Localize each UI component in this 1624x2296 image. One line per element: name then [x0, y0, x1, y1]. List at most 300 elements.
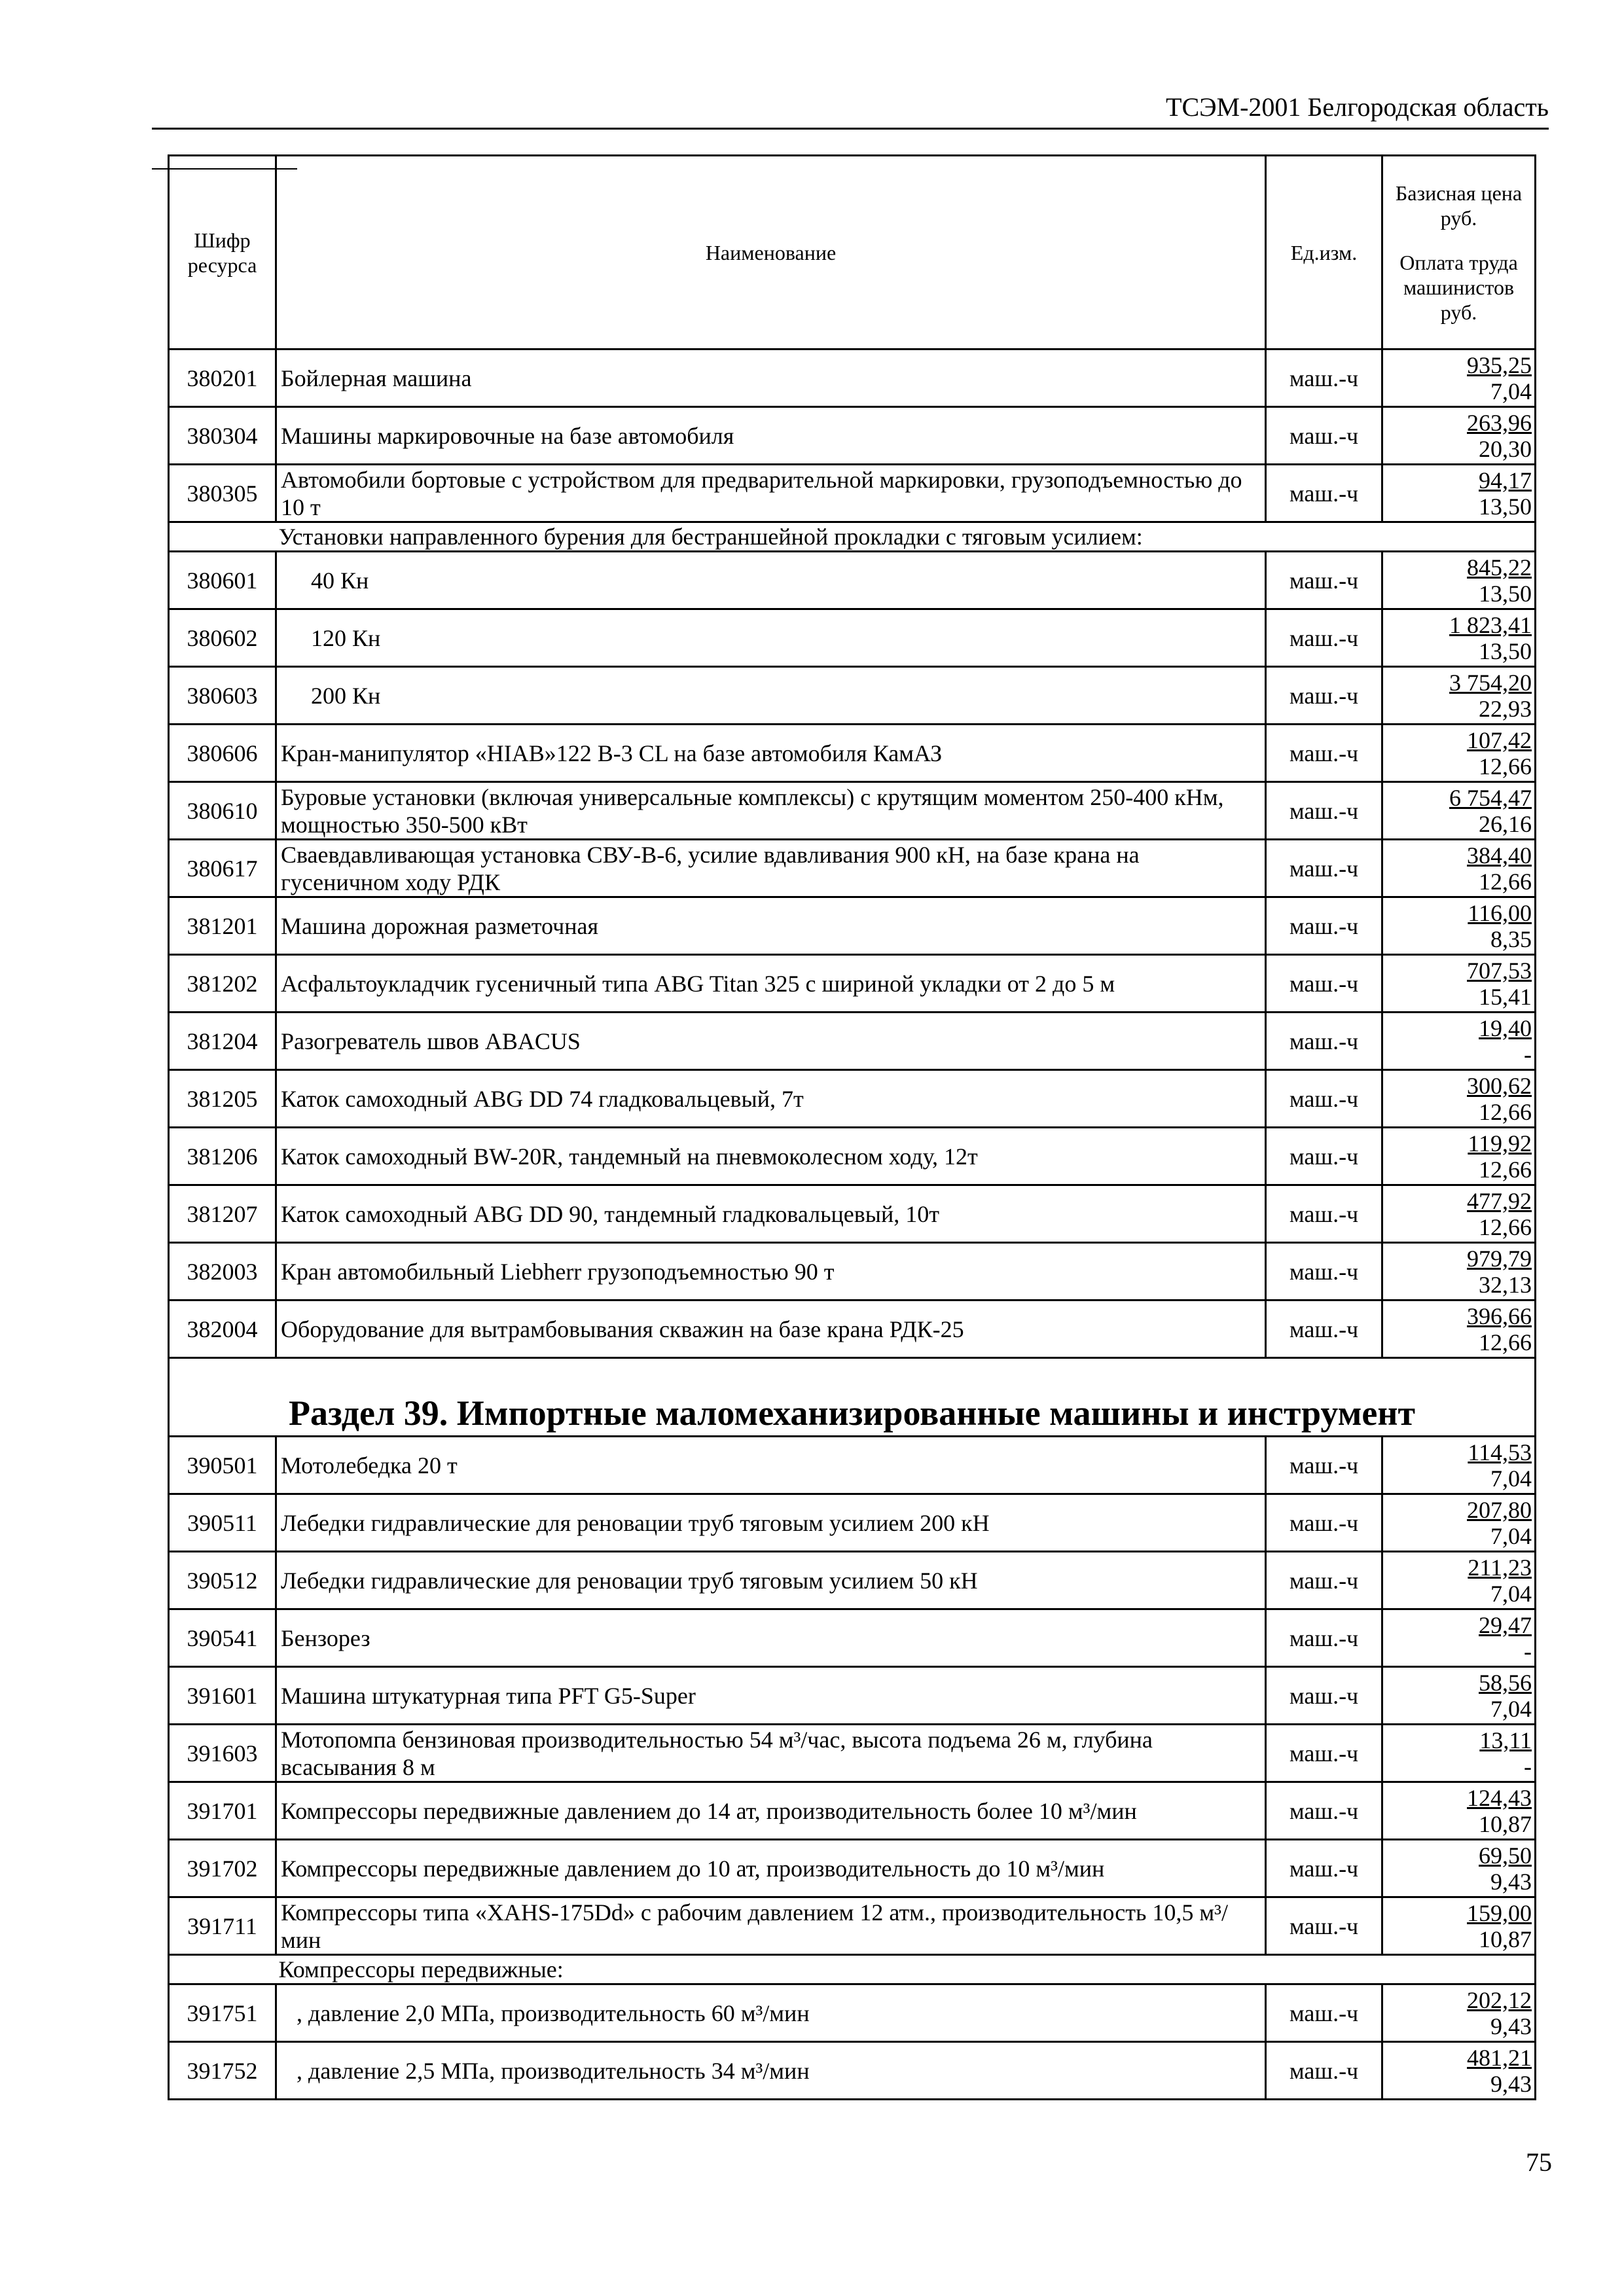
base-price: 211,23 — [1468, 1554, 1532, 1581]
base-price: 159,00 — [1467, 1899, 1532, 1926]
price-cell — [1382, 1494, 1536, 1552]
base-price: 94,17 — [1479, 467, 1532, 493]
resource-name-text: Автомобили бортовые с устройством для предварительной маркировки, грузоподъемностью до 10 т — [281, 466, 1242, 520]
resource-code — [169, 955, 276, 1013]
table-row — [169, 1667, 1536, 1725]
unit-cell-text: маш.-ч — [1289, 422, 1359, 449]
resource-code — [169, 1243, 276, 1300]
unit-cell — [1266, 465, 1382, 522]
price-cell — [1382, 465, 1536, 522]
price-cell — [1382, 1013, 1536, 1070]
subheading-row — [169, 1955, 1536, 1984]
resource-code — [169, 1070, 276, 1128]
resource-code — [169, 840, 276, 897]
table-header-row — [169, 156, 1536, 350]
base-price: 29,47 — [1479, 1611, 1532, 1638]
base-price: 1 823,41 — [1449, 611, 1532, 638]
unit-cell-text: маш.-ч — [1289, 480, 1359, 507]
table-row — [169, 1300, 1536, 1358]
unit-cell — [1266, 1437, 1382, 1494]
resource-name — [276, 1494, 1266, 1552]
price-cell — [1382, 1185, 1536, 1243]
resource-name — [276, 1070, 1266, 1128]
operator-wage: 12,66 — [1479, 1213, 1532, 1240]
resource-name-text: Лебедки гидравлические для реновации труб тяговым усилием 200 кН — [281, 1509, 990, 1536]
resource-name-text: , давление 2,0 МПа, производительность 60 м³/мин — [297, 2000, 810, 2026]
resource-code — [169, 1013, 276, 1070]
price-cell — [1382, 725, 1536, 782]
unit-cell-text: маш.-ч — [1289, 1740, 1359, 1767]
unit-cell-text: маш.-ч — [1289, 682, 1359, 709]
section-heading-row — [169, 1358, 1536, 1437]
table-row — [169, 552, 1536, 609]
table-row — [169, 2042, 1536, 2100]
price-cell — [1382, 1437, 1536, 1494]
resource-name-text: , давление 2,5 МПа, производительность 34 м³/мин — [297, 2057, 810, 2084]
unit-cell — [1266, 2042, 1382, 2100]
unit-cell-text: маш.-ч — [1289, 1028, 1359, 1054]
table-row — [169, 407, 1536, 465]
resource-name-text: Бойлерная машина — [281, 365, 472, 391]
resource-name — [276, 1725, 1266, 1782]
unit-cell — [1266, 955, 1382, 1013]
resource-code-text: 381201 — [187, 912, 258, 939]
unit-cell-text: маш.-ч — [1289, 1452, 1359, 1479]
resource-code-text: 391702 — [187, 1855, 258, 1882]
subheading-text: Компрессоры передвижные: — [276, 1955, 1536, 1984]
table-row — [169, 1725, 1536, 1782]
unit-cell-text: маш.-ч — [1289, 970, 1359, 997]
resource-code-text: 391701 — [187, 1797, 258, 1824]
resource-code — [169, 552, 276, 609]
unit-cell — [1266, 1667, 1382, 1725]
base-price: 19,40 — [1479, 1014, 1532, 1041]
price-cell — [1382, 1300, 1536, 1358]
price-cell — [1382, 1128, 1536, 1185]
resource-code-text: 382003 — [187, 1258, 258, 1285]
resource-name-text: Компрессоры передвижные давлением до 10 ат, производительность до 10 м³/мин — [281, 1855, 1105, 1882]
unit-cell-text: маш.-ч — [1289, 2000, 1359, 2026]
price-cell — [1382, 1243, 1536, 1300]
table-row — [169, 782, 1536, 840]
resource-code-text: 380602 — [187, 624, 258, 651]
unit-cell-text: маш.-ч — [1289, 1258, 1359, 1285]
resource-code — [169, 1494, 276, 1552]
resource-name-text: 40 Кн — [311, 567, 369, 594]
page-number: 75 — [1526, 2147, 1552, 2177]
table-row — [169, 1782, 1536, 1840]
price-cell — [1382, 955, 1536, 1013]
resource-name-text: Каток самоходный BW-20R, тандемный на пневмоколесном ходу, 12т — [281, 1143, 978, 1170]
table-row — [169, 955, 1536, 1013]
unit-cell — [1266, 1494, 1382, 1552]
unit-cell-text: маш.-ч — [1289, 1624, 1359, 1651]
resource-code — [169, 897, 276, 955]
column-header-code: Шифр ресурса — [169, 156, 276, 350]
operator-wage: 9,43 — [1490, 2070, 1532, 2097]
price-cell — [1382, 1552, 1536, 1609]
price-cell — [1382, 552, 1536, 609]
unit-cell-text: маш.-ч — [1289, 2057, 1359, 2084]
resource-code-text: 380304 — [187, 422, 258, 449]
resource-code — [169, 667, 276, 725]
base-price: 384,40 — [1467, 842, 1532, 869]
unit-cell — [1266, 1782, 1382, 1840]
column-header-name: Наименование — [276, 156, 1266, 350]
base-price: 114,53 — [1468, 1439, 1532, 1465]
resource-name-text: Мотопомпа бензиновая производительностью 54 м³/час, высота подъема 26 м, глубина всасывания 8 м — [281, 1726, 1153, 1780]
unit-cell-text: маш.-ч — [1289, 1200, 1359, 1227]
table-row — [169, 1070, 1536, 1128]
resource-name — [276, 1243, 1266, 1300]
operator-wage: 9,43 — [1490, 1868, 1532, 1895]
base-price: 979,79 — [1467, 1245, 1532, 1272]
operator-wage: 12,66 — [1479, 1156, 1532, 1183]
base-price: 396,66 — [1467, 1302, 1532, 1329]
unit-cell — [1266, 840, 1382, 897]
table-row — [169, 725, 1536, 782]
resource-code-text: 390541 — [187, 1624, 258, 1651]
resource-name — [276, 350, 1266, 407]
price-cell — [1382, 1667, 1536, 1725]
unit-cell-text: маш.-ч — [1289, 912, 1359, 939]
table-row — [169, 1437, 1536, 1494]
table-row — [169, 350, 1536, 407]
unit-cell — [1266, 1897, 1382, 1955]
price-cell — [1382, 350, 1536, 407]
resource-name-text: Сваевдавливающая установка СВУ-В-6, усилие вдавливания 900 кН, на базе крана на гусеничном ходу РДК — [281, 841, 1140, 895]
resource-name-text: Компрессоры типа «XAHS-175Dd» с рабочим давлением 12 атм., производительность 10,5 м³/мин — [281, 1899, 1228, 1953]
base-price: 263,96 — [1467, 409, 1532, 436]
resource-name — [276, 1609, 1266, 1667]
base-price: 845,22 — [1467, 554, 1532, 581]
unit-cell — [1266, 350, 1382, 407]
base-price: 107,42 — [1467, 726, 1532, 753]
unit-cell — [1266, 1300, 1382, 1358]
table-row — [169, 1552, 1536, 1609]
base-price: 707,53 — [1467, 957, 1532, 984]
price-cell — [1382, 897, 1536, 955]
table-row — [169, 667, 1536, 725]
resource-name-text: Кран-манипулятор «HIAB»122 B-3 CL на базе автомобиля КамАЗ — [281, 740, 943, 766]
resource-code — [169, 2042, 276, 2100]
unit-cell-text: маш.-ч — [1289, 365, 1359, 391]
resource-name — [276, 840, 1266, 897]
column-header-unit: Ед.изм. — [1266, 156, 1382, 350]
resource-name-text: Машина дорожная разметочная — [281, 912, 598, 939]
resource-code — [169, 1128, 276, 1185]
resource-name — [276, 1782, 1266, 1840]
resource-code-text: 391601 — [187, 1682, 258, 1709]
resource-name — [276, 725, 1266, 782]
table-row — [169, 1494, 1536, 1552]
table-row — [169, 1243, 1536, 1300]
unit-cell — [1266, 1243, 1382, 1300]
resource-name — [276, 465, 1266, 522]
resource-code-text: 380603 — [187, 682, 258, 709]
price-cell — [1382, 1609, 1536, 1667]
operator-wage: 12,66 — [1479, 1329, 1532, 1355]
unit-cell-text: маш.-ч — [1289, 1855, 1359, 1882]
resource-name — [276, 407, 1266, 465]
resource-code-text: 380201 — [187, 365, 258, 391]
resource-code-text: 381205 — [187, 1085, 258, 1112]
unit-cell-text: маш.-ч — [1289, 1682, 1359, 1709]
operator-wage: 26,16 — [1479, 810, 1532, 837]
resource-code — [169, 1725, 276, 1782]
resource-code — [169, 609, 276, 667]
base-price: 477,92 — [1467, 1187, 1532, 1214]
unit-cell-text: маш.-ч — [1289, 567, 1359, 594]
unit-cell — [1266, 725, 1382, 782]
resource-name-text: 200 Кн — [311, 682, 381, 709]
operator-wage: 12,66 — [1479, 868, 1532, 895]
base-price: 124,43 — [1467, 1784, 1532, 1811]
base-price: 202,12 — [1467, 1986, 1532, 2013]
table-row — [169, 1897, 1536, 1955]
base-price: 3 754,20 — [1449, 669, 1532, 696]
resource-code-text: 380606 — [187, 740, 258, 766]
unit-cell — [1266, 1984, 1382, 2042]
resource-name-text: Каток самоходный ABG DD 74 гладковальцевый, 7т — [281, 1085, 804, 1112]
resource-name-text: Буровые установки (включая универсальные комплексы) с крутящим моментом 250-400 кНм, мощностью 350-500 кВт — [281, 783, 1224, 838]
unit-cell-text: маш.-ч — [1289, 1567, 1359, 1594]
price-cell — [1382, 1897, 1536, 1955]
base-price: 69,50 — [1479, 1842, 1532, 1869]
operator-wage: 7,04 — [1490, 378, 1532, 404]
resource-code — [169, 1437, 276, 1494]
unit-cell-text: маш.-ч — [1289, 1797, 1359, 1824]
resource-name-text: Мотолебедка 20 т — [281, 1452, 458, 1479]
unit-cell — [1266, 1552, 1382, 1609]
operator-wage: 7,04 — [1490, 1522, 1532, 1549]
price-cell — [1382, 667, 1536, 725]
price-cell — [1382, 609, 1536, 667]
operator-wage: - — [1524, 1753, 1532, 1780]
unit-cell — [1266, 782, 1382, 840]
resource-code — [169, 1897, 276, 1955]
table-row — [169, 1128, 1536, 1185]
section-title: Раздел 39. Импортные маломеханизированные машины и инструмент — [169, 1358, 1536, 1437]
base-price: 207,80 — [1467, 1496, 1532, 1523]
resource-code-text: 381202 — [187, 970, 258, 997]
operator-wage: 15,41 — [1479, 983, 1532, 1010]
resource-code — [169, 782, 276, 840]
unit-cell — [1266, 1725, 1382, 1782]
document-header-title: ТСЭМ-2001 Белгородская область — [1166, 92, 1549, 122]
resource-name — [276, 1840, 1266, 1897]
resource-name — [276, 552, 1266, 609]
resource-code — [169, 350, 276, 407]
price-cell — [1382, 1725, 1536, 1782]
resource-code — [169, 1552, 276, 1609]
subheading-code-cell — [169, 1955, 276, 1984]
resource-name-text: Бензорез — [281, 1624, 370, 1651]
price-cell — [1382, 2042, 1536, 2100]
resource-code-text: 380305 — [187, 480, 258, 507]
resource-name-text: 120 Кн — [311, 624, 381, 651]
unit-cell — [1266, 1609, 1382, 1667]
resource-code — [169, 465, 276, 522]
resource-code — [169, 407, 276, 465]
base-price: 116,00 — [1468, 899, 1532, 926]
unit-cell — [1266, 1013, 1382, 1070]
resource-name — [276, 955, 1266, 1013]
operator-wage: 10,87 — [1479, 1810, 1532, 1837]
unit-cell — [1266, 552, 1382, 609]
unit-cell — [1266, 609, 1382, 667]
operator-wage: 7,04 — [1490, 1695, 1532, 1722]
unit-cell-text: маш.-ч — [1289, 624, 1359, 651]
subheading-code-cell — [169, 522, 276, 552]
resource-name — [276, 1300, 1266, 1358]
resource-name — [276, 667, 1266, 725]
resource-name — [276, 1185, 1266, 1243]
operator-wage: 20,30 — [1479, 435, 1532, 462]
resource-name-text: Оборудование для вытрамбовывания скважин на базе крана РДК-25 — [281, 1316, 964, 1342]
resource-name — [276, 1984, 1266, 2042]
price-header-label: Базисная цена руб. — [1395, 181, 1523, 230]
resource-code — [169, 1782, 276, 1840]
resource-code — [169, 1840, 276, 1897]
operator-wage: 13,50 — [1479, 493, 1532, 520]
unit-cell — [1266, 667, 1382, 725]
table-row — [169, 1840, 1536, 1897]
unit-cell — [1266, 1070, 1382, 1128]
base-price: 58,56 — [1479, 1669, 1532, 1696]
resource-name-text: Разогреватель швов ABACUS — [281, 1028, 581, 1054]
subheading-text: Установки направленного бурения для бестраншейной прокладки с тяговым усилием: — [276, 522, 1536, 552]
unit-cell-text: маш.-ч — [1289, 740, 1359, 766]
resource-name — [276, 1897, 1266, 1955]
table-body — [169, 350, 1536, 2100]
operator-wage: 10,87 — [1479, 1926, 1532, 1952]
unit-cell — [1266, 1128, 1382, 1185]
unit-cell — [1266, 407, 1382, 465]
unit-cell-text: маш.-ч — [1289, 855, 1359, 882]
base-price: 119,92 — [1468, 1130, 1532, 1157]
resource-code-text: 381204 — [187, 1028, 258, 1054]
resource-name-text: Компрессоры передвижные давлением до 14 ат, производительность более 10 м³/мин — [281, 1797, 1137, 1824]
operator-wage: 7,04 — [1490, 1465, 1532, 1492]
unit-cell-text: маш.-ч — [1289, 1143, 1359, 1170]
operator-wage: - — [1524, 1041, 1532, 1067]
operator-wage: 12,66 — [1479, 753, 1532, 780]
resource-code-text: 391751 — [187, 2000, 258, 2026]
price-cell — [1382, 1840, 1536, 1897]
resource-code-text: 390512 — [187, 1567, 258, 1594]
resource-code-text: 390511 — [187, 1509, 257, 1536]
resource-name-text: Кран автомобильный Liebherr грузоподъемностью 90 т — [281, 1258, 835, 1285]
resource-code — [169, 1185, 276, 1243]
resource-code — [169, 1667, 276, 1725]
resource-name — [276, 782, 1266, 840]
resource-name-text: Машина штукатурная типа PFT G5-Super — [281, 1682, 696, 1709]
header-rule — [152, 128, 1549, 130]
wage-header-label: Оплата труда машинистов руб. — [1399, 250, 1518, 324]
resource-name — [276, 1437, 1266, 1494]
resource-code-text: 380601 — [187, 567, 258, 594]
table-row — [169, 1984, 1536, 2042]
resource-name — [276, 609, 1266, 667]
base-price: 300,62 — [1467, 1072, 1532, 1099]
resource-code — [169, 1984, 276, 2042]
resource-code — [169, 725, 276, 782]
resource-code-text: 381207 — [187, 1200, 258, 1227]
resource-code-text: 380617 — [187, 855, 258, 882]
operator-wage: 32,13 — [1479, 1271, 1532, 1298]
price-cell — [1382, 1070, 1536, 1128]
table-row — [169, 465, 1536, 522]
price-cell — [1382, 782, 1536, 840]
unit-cell — [1266, 1185, 1382, 1243]
unit-cell-text: маш.-ч — [1289, 1912, 1359, 1939]
operator-wage: 8,35 — [1490, 925, 1532, 952]
resource-name-text: Лебедки гидравлические для реновации труб тяговым усилием 50 кН — [281, 1567, 978, 1594]
base-price: 935,25 — [1467, 351, 1532, 378]
resource-name — [276, 1128, 1266, 1185]
column-header-price — [1382, 156, 1536, 350]
table-row — [169, 1609, 1536, 1667]
resource-name — [276, 2042, 1266, 2100]
unit-cell-text: маш.-ч — [1289, 1316, 1359, 1342]
resource-name — [276, 1013, 1266, 1070]
unit-cell-text: маш.-ч — [1289, 797, 1359, 824]
price-cell — [1382, 407, 1536, 465]
resource-code — [169, 1609, 276, 1667]
operator-wage: 7,04 — [1490, 1580, 1532, 1607]
price-cell — [1382, 840, 1536, 897]
table-row — [169, 840, 1536, 897]
resource-name-text: Каток самоходный ABG DD 90, тандемный гладковальцевый, 10т — [281, 1200, 939, 1227]
price-cell — [1382, 1984, 1536, 2042]
base-price: 13,11 — [1479, 1727, 1532, 1753]
base-price: 6 754,47 — [1449, 784, 1532, 811]
resource-code — [169, 1300, 276, 1358]
operator-wage: 22,93 — [1479, 695, 1532, 722]
resource-table — [168, 154, 1536, 2100]
unit-cell-text: маш.-ч — [1289, 1509, 1359, 1536]
base-price: 481,21 — [1467, 2044, 1532, 2071]
resource-name-text: Машины маркировочные на базе автомобиля — [281, 422, 734, 449]
resource-name — [276, 1667, 1266, 1725]
resource-code-text: 382004 — [187, 1316, 258, 1342]
table-row — [169, 897, 1536, 955]
resource-code-text: 391603 — [187, 1740, 258, 1767]
unit-cell-text: маш.-ч — [1289, 1085, 1359, 1112]
table-row — [169, 1013, 1536, 1070]
resource-code-text: 391711 — [187, 1912, 257, 1939]
resource-code-text: 391752 — [187, 2057, 258, 2084]
resource-code-text: 380610 — [187, 797, 258, 824]
operator-wage: - — [1524, 1638, 1532, 1664]
table-row — [169, 1185, 1536, 1243]
operator-wage: 13,50 — [1479, 637, 1532, 664]
unit-cell — [1266, 1840, 1382, 1897]
resource-name — [276, 897, 1266, 955]
subheading-row — [169, 522, 1536, 552]
operator-wage: 9,43 — [1490, 2013, 1532, 2039]
operator-wage: 13,50 — [1479, 580, 1532, 607]
price-cell — [1382, 1782, 1536, 1840]
table-row — [169, 609, 1536, 667]
operator-wage: 12,66 — [1479, 1098, 1532, 1125]
resource-name — [276, 1552, 1266, 1609]
resource-code-text: 390501 — [187, 1452, 258, 1479]
resource-name-text: Асфальтоукладчик гусеничный типа ABG Titan 325 с шириной укладки от 2 до 5 м — [281, 970, 1115, 997]
unit-cell — [1266, 897, 1382, 955]
resource-code-text: 381206 — [187, 1143, 258, 1170]
